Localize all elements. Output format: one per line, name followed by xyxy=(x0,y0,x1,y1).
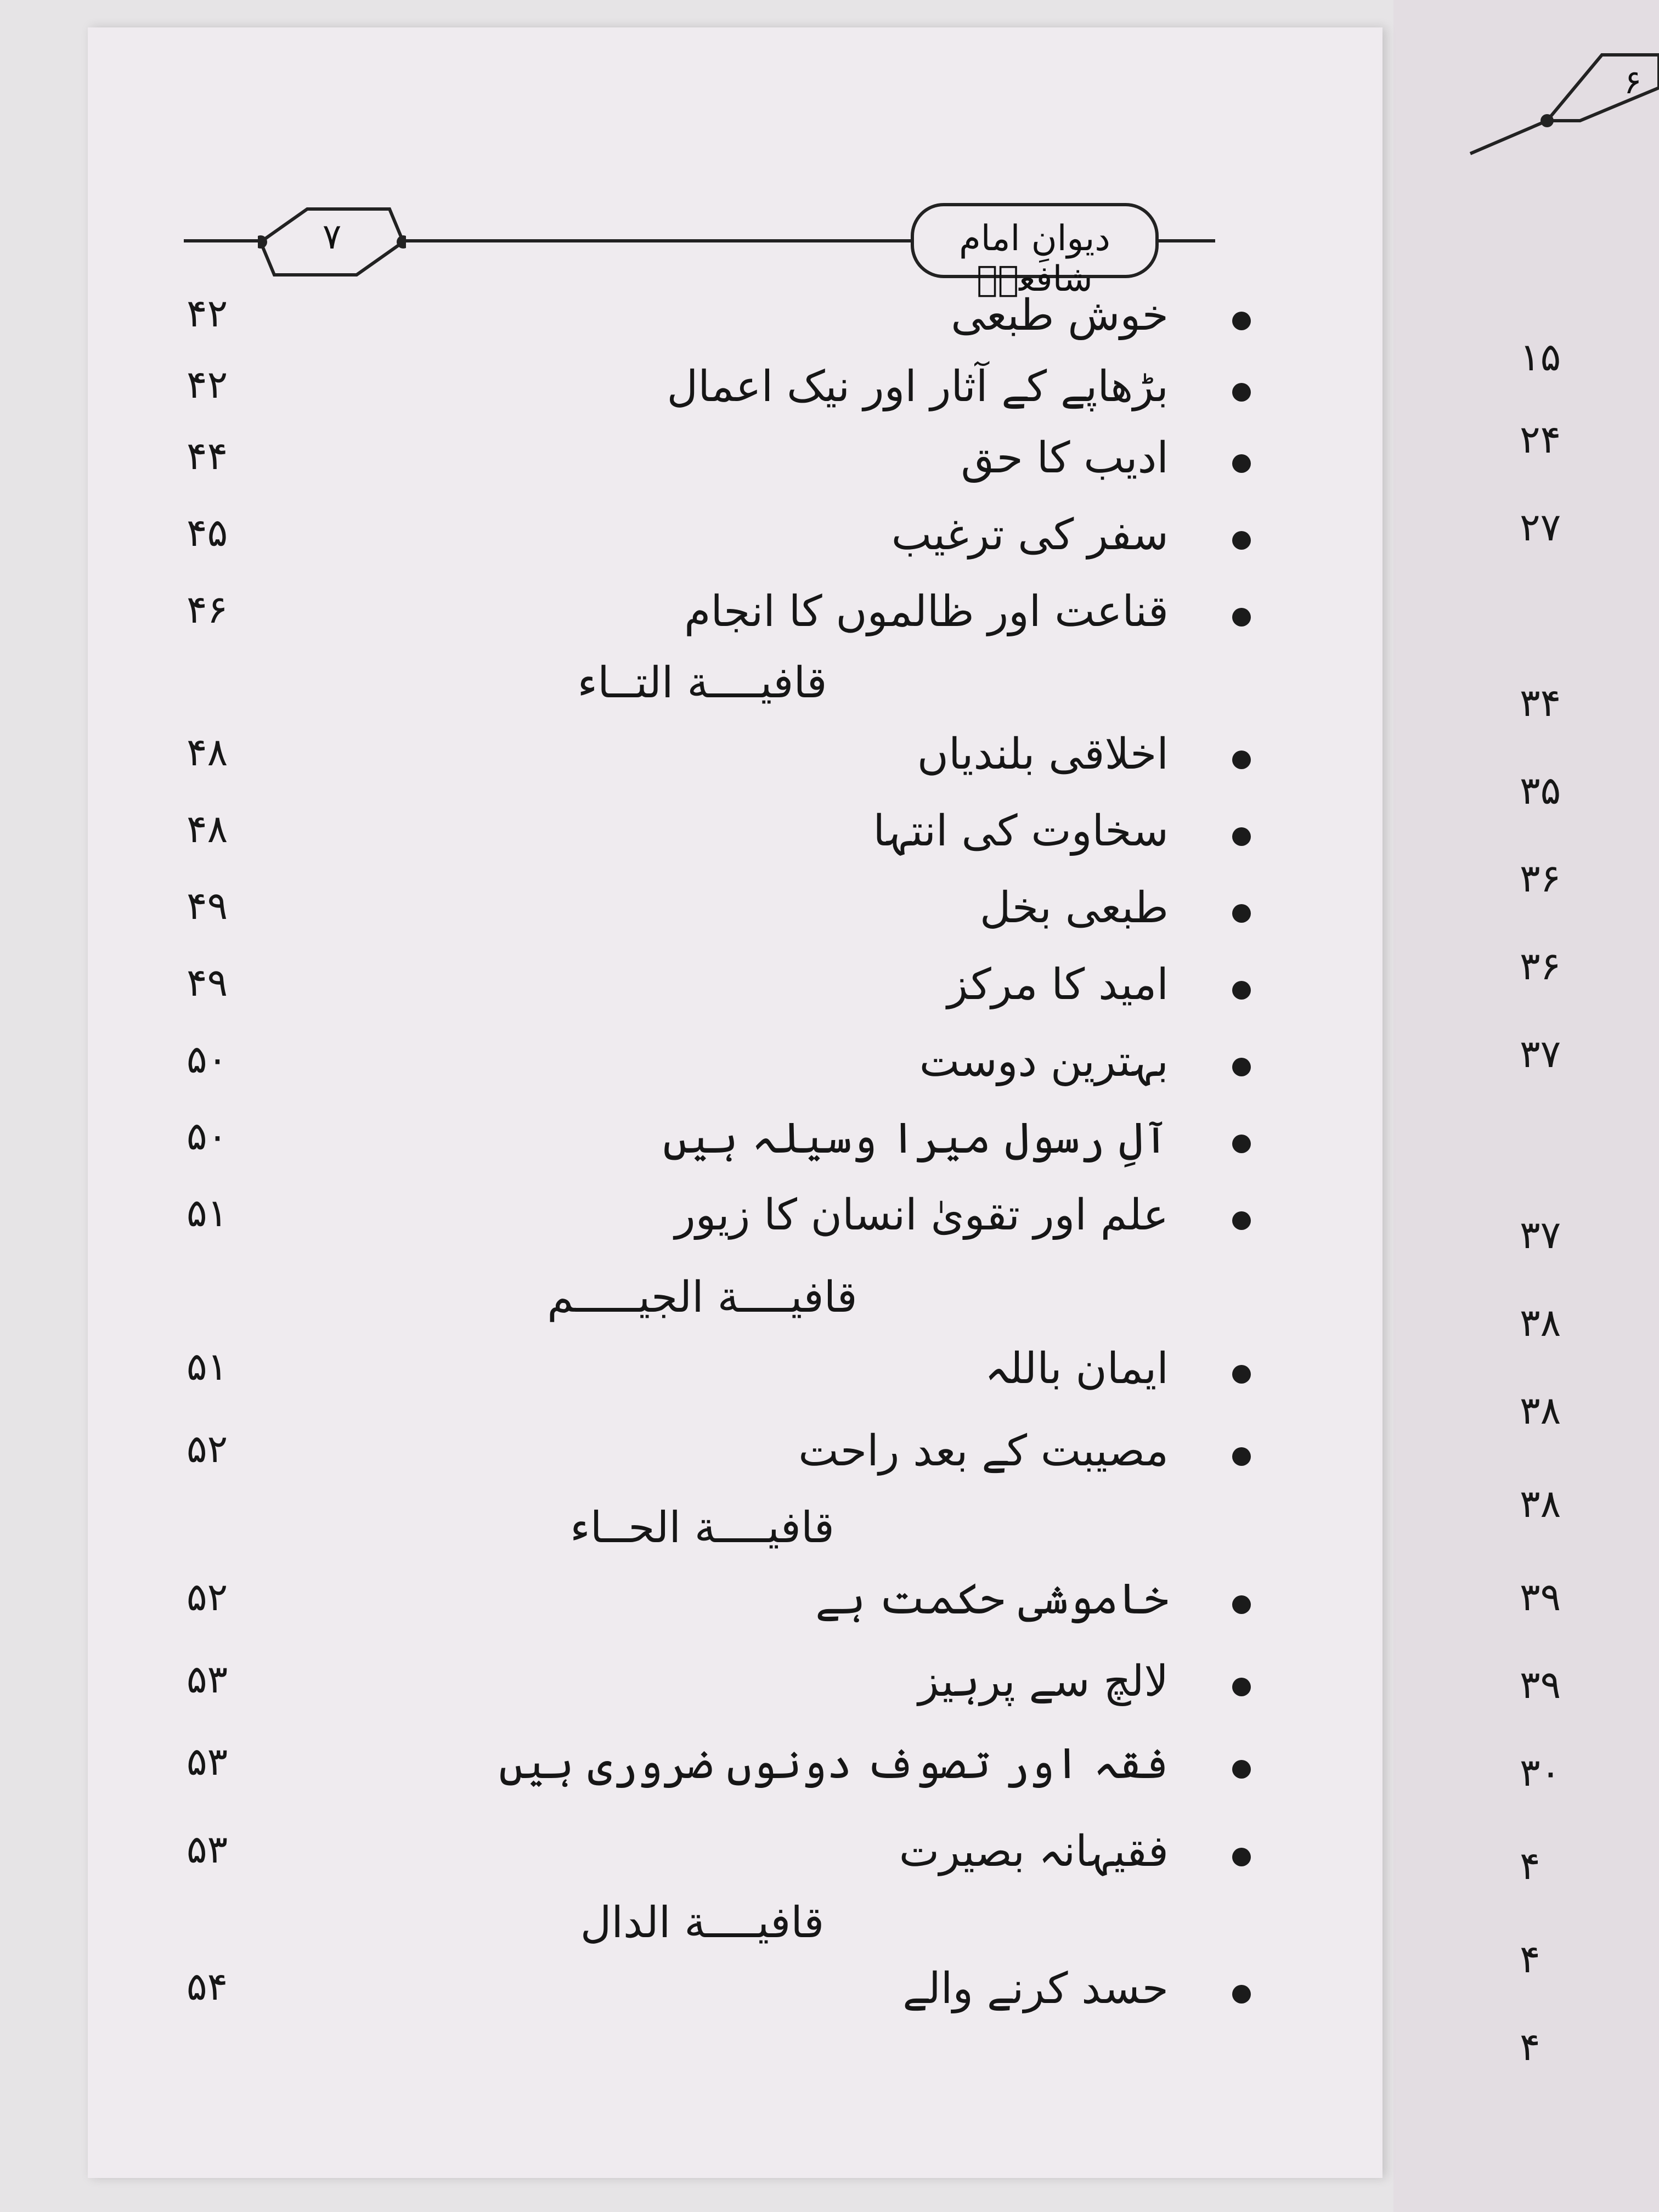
bullet-icon xyxy=(1232,1985,1251,2004)
entry-page: ۵۳ xyxy=(187,1739,228,1784)
bullet-icon xyxy=(1232,751,1251,769)
bullet-icon xyxy=(1232,1058,1251,1076)
right-page-number-entry: ۳۷ xyxy=(1520,1031,1561,1076)
toc-entry xyxy=(165,362,1251,417)
entry-page: ۴۲ xyxy=(187,291,228,336)
entry-title: مصیبت کے بعد راحت xyxy=(798,1426,1169,1476)
entry-title: بڑھاپے کے آثار اور نیک اعمال xyxy=(667,362,1169,411)
toc-entry xyxy=(165,1739,1251,1794)
toc-entry xyxy=(165,1964,1251,2019)
toc-entry xyxy=(165,433,1251,488)
entry-title: علم اور تقویٰ انسان کا زیور xyxy=(674,1190,1169,1240)
toc-entry xyxy=(165,960,1251,1015)
bullet-icon xyxy=(1232,904,1251,923)
bullet-icon xyxy=(1232,1447,1251,1466)
right-page-number-entry: ۲۴ xyxy=(1520,417,1561,462)
entry-title: خوش طبعی xyxy=(951,291,1169,340)
toc-entry xyxy=(165,730,1251,785)
right-page-number-entry: ۳۹ xyxy=(1520,1662,1561,1707)
entry-page: ۵۲ xyxy=(187,1426,228,1471)
toc-entry xyxy=(165,806,1251,861)
section-heading: قافیــــة الدال xyxy=(580,1898,825,1948)
toc-entry xyxy=(165,1114,1251,1169)
right-page-number-ornament xyxy=(1459,22,1659,165)
bullet-icon xyxy=(1232,383,1251,402)
entry-title: فقہ اور تصوف دونوں ضروری ہیں xyxy=(499,1739,1169,1788)
right-page-number-entry: ۳۹ xyxy=(1520,1575,1561,1620)
entry-title: طبعی بخل xyxy=(979,883,1169,933)
entry-page: ۴۹ xyxy=(187,960,228,1005)
bullet-icon xyxy=(1232,981,1251,1000)
bullet-icon xyxy=(1232,312,1251,330)
right-page-number-entry: ۳۴ xyxy=(1520,680,1561,725)
right-page-number-entry: ۳۵ xyxy=(1520,768,1561,813)
right-page-number-entry: ۴ xyxy=(1520,2024,1541,2069)
toc-entry xyxy=(165,883,1251,938)
book-title: دیوانِ امام شافعیؒ xyxy=(959,218,1110,300)
toc-entry xyxy=(165,510,1251,565)
right-page-number-entry: ۳۸ xyxy=(1520,1388,1561,1433)
entry-title: بہترین دوست xyxy=(919,1037,1169,1086)
entry-title: حسد کرنے والے xyxy=(902,1964,1169,2013)
bullet-icon xyxy=(1232,1135,1251,1153)
entry-title: قناعت اور ظالموں کا انجام xyxy=(684,587,1169,636)
entry-page: ۵۰ xyxy=(187,1037,228,1082)
entry-page: ۵۰ xyxy=(187,1114,228,1159)
entry-title: اخلاقی بلندیاں xyxy=(917,730,1169,779)
right-page-number-entry: ۱۵ xyxy=(1520,335,1561,380)
entry-page: ۴۴ xyxy=(187,433,228,478)
bullet-icon xyxy=(1232,1848,1251,1866)
right-page-number-entry: ۴ xyxy=(1520,1843,1541,1888)
section-heading: قافیــــة التــاء xyxy=(577,658,827,708)
bullet-icon xyxy=(1232,531,1251,550)
right-page-number-entry: ۲۷ xyxy=(1520,505,1561,550)
toc-entry xyxy=(165,291,1251,346)
toc-entry xyxy=(165,1344,1251,1399)
entry-page: ۴۸ xyxy=(187,806,228,851)
entry-page: ۵۳ xyxy=(187,1657,228,1702)
page-number: ۷ xyxy=(322,217,342,257)
right-page-number: ۶ xyxy=(1624,63,1642,101)
bullet-icon xyxy=(1232,1595,1251,1614)
toc-entry xyxy=(165,1827,1251,1882)
right-page-number-entry: ۳۸ xyxy=(1520,1300,1561,1345)
toc-entry xyxy=(165,1657,1251,1712)
entry-title: ادیب کا حق xyxy=(961,433,1169,483)
entry-title: ایمان باللہ xyxy=(984,1344,1169,1393)
bullet-icon xyxy=(1232,1678,1251,1696)
bullet-icon xyxy=(1232,454,1251,473)
entry-page: ۴۵ xyxy=(187,510,228,555)
section-heading: قافیــــة الحــاء xyxy=(570,1503,834,1553)
right-page-number-entry: ۳۰ xyxy=(1520,1750,1561,1795)
entry-title: امید کا مرکز xyxy=(947,960,1169,1009)
entry-page: ۴۸ xyxy=(187,730,228,775)
section-heading: قافیــــة الجیـــــم xyxy=(547,1273,857,1322)
entry-title: فقیہانہ بصیرت xyxy=(899,1827,1169,1876)
entry-title: خاموشی حکمت ہے xyxy=(815,1575,1169,1624)
entry-page: ۵۱ xyxy=(187,1344,228,1389)
toc-entry xyxy=(165,1037,1251,1092)
entry-page: ۴۹ xyxy=(187,883,228,928)
entry-title: آلِ رسول میرا وسیلہ ہیں xyxy=(663,1114,1169,1163)
right-page-number-entry: ۳۸ xyxy=(1520,1481,1561,1526)
right-page-number-entry: ۳۶ xyxy=(1520,944,1561,989)
right-page-number-entry: ۳۷ xyxy=(1520,1212,1561,1257)
toc-entry xyxy=(165,1190,1251,1245)
toc-entry xyxy=(165,587,1251,642)
entry-page: ۴۶ xyxy=(187,587,228,632)
entry-page: ۵۱ xyxy=(187,1190,228,1235)
right-page-number-entry: ۴ xyxy=(1520,1937,1541,1982)
entry-title: سفر کی ترغیب xyxy=(891,510,1169,560)
entry-page: ۵۲ xyxy=(187,1575,228,1620)
bullet-icon xyxy=(1232,827,1251,846)
bullet-icon xyxy=(1232,608,1251,627)
entry-title: سخاوت کی انتہا xyxy=(873,806,1169,856)
right-page-number-entry: ۳۶ xyxy=(1520,856,1561,901)
entry-page: ۵۴ xyxy=(187,1964,228,2009)
toc-entry xyxy=(165,1426,1251,1481)
bullet-icon xyxy=(1232,1760,1251,1779)
bullet-icon xyxy=(1232,1211,1251,1230)
entry-title: لالچ سے پرہیز xyxy=(918,1657,1169,1706)
entry-page: ۵۳ xyxy=(187,1827,228,1872)
toc-entry xyxy=(165,1575,1251,1629)
bullet-icon xyxy=(1232,1365,1251,1384)
entry-page: ۴۲ xyxy=(187,362,228,407)
